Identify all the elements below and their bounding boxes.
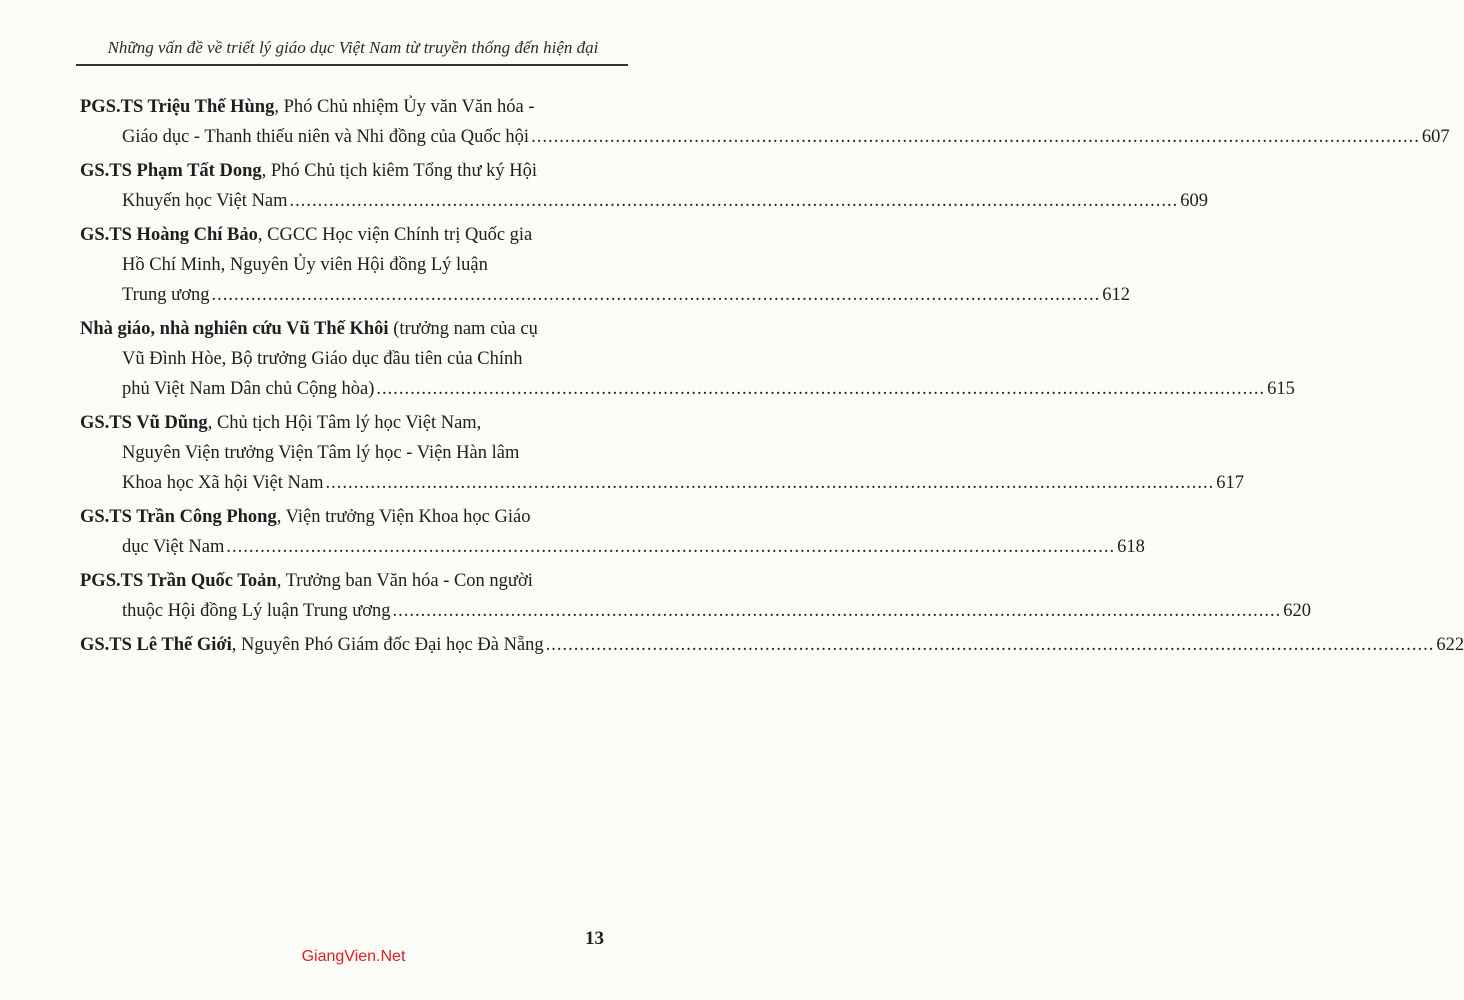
author-name: GS.TS Vũ Dũng [80,413,208,433]
toc-entry-continuation: Khoa học Xã hội Việt Nam [122,473,324,493]
author-title: , Nguyên Phó Giám đốc Đại học Đà Nẵng [231,635,544,655]
watermark: GiangVien.Net [301,948,406,965]
toc-entry [80,630,1464,660]
toc-entry-continuation: Vũ Đình Hòe, Bộ trưởng Giáo dục đầu tiên của Chính [122,349,523,369]
toc-entry-heading [80,571,533,591]
toc-entry-last-line [80,374,1295,404]
toc-entry [80,502,1145,562]
toc-entry-first-line [80,630,1464,660]
author-title: , Phó Chủ nhiệm Ủy văn Văn hóa - [274,97,535,117]
toc-entry-last-line [80,468,1244,498]
toc-entry-first-line [80,156,598,186]
author-name: GS.TS Trần Công Phong [80,507,277,527]
toc-entry-first-line [80,220,598,250]
toc-entry [80,92,1450,152]
running-header: Những vấn đề về triết lý giáo dục Việt Nam từ truyền thống đến hiện đại [107,38,599,57]
dot-leader [290,191,1179,211]
toc-page-number: 615 [1267,379,1295,399]
toc-entry-continuation: dục Việt Nam [122,537,225,557]
toc-page-number: 609 [1180,191,1209,211]
table-of-contents [80,92,1464,664]
toc-entry-last-line [80,532,1145,562]
author-title: , Viện trưởng Viện Khoa học Giáo [276,507,531,527]
author-title: , Chủ tịch Hội Tâm lý học Việt Nam, [207,413,482,433]
toc-entry-heading [80,635,544,655]
toc-page-number: 618 [1117,537,1145,557]
toc-entry-first-line [80,566,598,596]
author-title: , Trưởng ban Văn hóa - Con người [276,571,533,591]
toc-entry-heading [80,97,535,117]
toc-entry-heading [80,161,537,181]
toc-page-number: 620 [1283,601,1312,621]
dot-leader [226,537,1115,557]
toc-entry-heading [80,319,538,339]
toc-entry-continuation: Hồ Chí Minh, Nguyên Ủy viên Hội đồng Lý luận [122,255,488,275]
author-title: , Phó Chủ tịch kiêm Tổng thư ký Hội [261,161,537,181]
toc-entry-continuation: thuộc Hội đồng Lý luận Trung ương [122,601,391,621]
toc-entry-last-line [80,122,1450,152]
toc-entry [80,314,1295,404]
author-name: PGS.TS Trần Quốc Toản [80,571,277,591]
dot-leader [326,473,1215,493]
toc-entry-heading [80,225,532,245]
author-name: GS.TS Phạm Tất Dong [80,161,262,181]
toc-entry [80,156,1209,216]
toc-entry [80,408,1244,498]
toc-entry-heading [80,413,481,433]
dot-leader [376,379,1265,399]
toc-entry-last-line [80,186,1209,216]
author-name: GS.TS Lê Thế Giới [80,635,232,655]
toc-page-number: 612 [1102,285,1130,305]
toc-entry-heading [80,507,530,527]
toc-entry-first-line [80,92,598,122]
toc-entry-last-line [80,596,1312,626]
toc-entry [80,220,1130,310]
toc-entry [80,566,1312,626]
toc-entry-continuation: phủ Việt Nam Dân chủ Cộng hòa) [122,379,375,399]
page-number: 13 [585,928,604,949]
dot-leader [531,127,1420,147]
toc-entry-continuation: Nguyên Viện trưởng Viện Tâm lý học - Viện Hàn lâm [122,443,520,463]
toc-page-number: 607 [1421,127,1450,147]
header-rule [76,64,628,66]
author-name: Nhà giáo, nhà nghiên cứu Vũ Thế Khôi [80,319,389,339]
toc-entry-continuation: Trung ương [122,285,210,305]
author-name: PGS.TS Triệu Thế Hùng [80,97,275,117]
dot-leader [212,285,1101,305]
dot-leader [393,601,1282,621]
author-title: (trưởng nam của cụ [388,319,538,339]
toc-entry-continuation: Khuyến học Việt Nam [122,191,288,211]
toc-entry-last-line [80,280,1130,310]
author-title: , CGCC Học viện Chính trị Quốc gia [257,225,533,245]
toc-entry-first-line [80,502,598,532]
author-name: GS.TS Hoàng Chí Bảo [80,225,258,245]
toc-entry-continuation: Giáo dục - Thanh thiếu niên và Nhi đồng của Quốc hội [122,127,530,147]
toc-page-number: 617 [1216,473,1244,493]
toc-entry-first-line [80,408,598,438]
toc-page-number: 622 [1436,635,1464,655]
dot-leader [546,635,1435,655]
toc-entry-first-line [80,314,598,344]
